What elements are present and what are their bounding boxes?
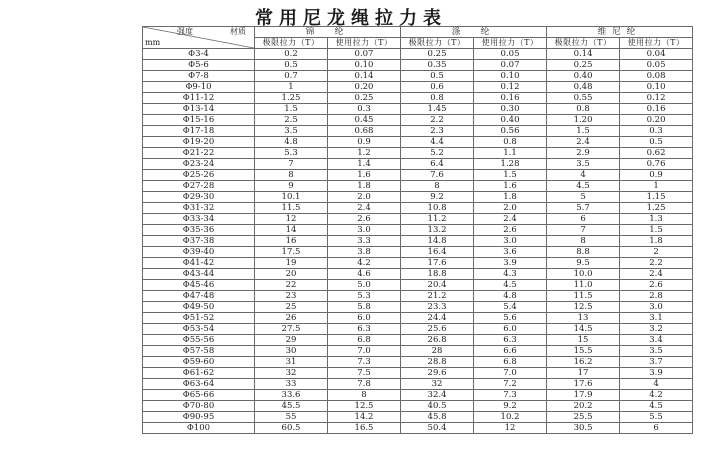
table-row: [143, 423, 693, 434]
nylon-limit-cell: 33: [255, 379, 328, 390]
nylon-use-cell: 1.4: [328, 159, 401, 170]
table-row: [143, 401, 693, 412]
table-row: [143, 302, 693, 313]
nylon-limit-cell: 30: [255, 346, 328, 357]
table-row: [143, 159, 693, 170]
vinylon-limit-cell: 2.4: [547, 137, 620, 148]
nylon-use-cell: 0.68: [328, 126, 401, 137]
polyester-use-cell: 0.07: [474, 60, 547, 71]
table-row: [143, 49, 693, 60]
nylon-use-cell: 0.14: [328, 71, 401, 82]
polyester-limit-cell: 25.6: [401, 324, 474, 335]
nylon-use-cell: 2.0: [328, 192, 401, 203]
vinylon-use-cell: 3.9: [620, 368, 693, 379]
polyester-limit-cell: 0.5: [401, 71, 474, 82]
vinylon-use-cell: 0.76: [620, 159, 693, 170]
diameter-cell: Φ13-14: [143, 104, 255, 115]
polyester-use-cell: 0.16: [474, 93, 547, 104]
table-row: [143, 291, 693, 302]
vinylon-use-cell: 3.5: [620, 346, 693, 357]
vinylon-use-cell: 1.25: [620, 203, 693, 214]
nylon-limit-cell: 1.25: [255, 93, 328, 104]
diameter-cell: Φ7-8: [143, 71, 255, 82]
table-row: [143, 390, 693, 401]
group-header-polyester: 涤 纶: [401, 27, 547, 38]
table-row: [143, 247, 693, 258]
nylon-limit-cell: 0.7: [255, 71, 328, 82]
polyester-limit-cell: 17.6: [401, 258, 474, 269]
polyester-use-cell: 3.0: [474, 236, 547, 247]
polyester-use-cell: 2.0: [474, 203, 547, 214]
nylon-limit-cell: 10.1: [255, 192, 328, 203]
vinylon-limit-cell: 2.9: [547, 148, 620, 159]
vinylon-use-cell: 0.5: [620, 137, 693, 148]
diagonal-header-cell: [143, 27, 255, 49]
polyester-limit-cell: 32: [401, 379, 474, 390]
vinylon-limit-cell: 6: [547, 214, 620, 225]
tension-table-wrapper: [142, 26, 692, 434]
vinylon-use-cell: 3.4: [620, 335, 693, 346]
polyester-limit-cell: 40.5: [401, 401, 474, 412]
nylon-limit-cell: 14: [255, 225, 328, 236]
diameter-cell: Φ63-64: [143, 379, 255, 390]
vinylon-limit-cell: 12.5: [547, 302, 620, 313]
vinylon-limit-cell: 25.5: [547, 412, 620, 423]
polyester-limit-cell: 29.6: [401, 368, 474, 379]
table-row: [143, 324, 693, 335]
polyester-use-cell: 5.6: [474, 313, 547, 324]
polyester-use-cell: 6.3: [474, 335, 547, 346]
vinylon-use-cell: 5.5: [620, 412, 693, 423]
vinylon-limit-cell: 0.25: [547, 60, 620, 71]
polyester-use-cell: 6.0: [474, 324, 547, 335]
table-row: [143, 148, 693, 159]
vinylon-limit-cell: 1.20: [547, 115, 620, 126]
nylon-use-cell: 1.8: [328, 181, 401, 192]
polyester-limit-cell: 18.8: [401, 269, 474, 280]
table-row: [143, 258, 693, 269]
polyester-limit-cell: 7.6: [401, 170, 474, 181]
vinylon-use-cell: 2.2: [620, 258, 693, 269]
vinylon-use-cell: 1.3: [620, 214, 693, 225]
diameter-cell: Φ37-38: [143, 236, 255, 247]
nylon-use-cell: 2.4: [328, 203, 401, 214]
polyester-use-cell: 1.28: [474, 159, 547, 170]
group-header-vinylon: 维尼纶: [547, 27, 693, 38]
nylon-use-cell: 3.8: [328, 247, 401, 258]
nylon-use-cell: 8: [328, 390, 401, 401]
nylon-limit-cell: 3.5: [255, 126, 328, 137]
vinylon-limit-cell: 20.2: [547, 401, 620, 412]
nylon-limit-cell: 12: [255, 214, 328, 225]
polyester-limit-cell: 10.8: [401, 203, 474, 214]
nylon-limit-cell: 19: [255, 258, 328, 269]
vinylon-limit-cell: 14.5: [547, 324, 620, 335]
table-row: [143, 192, 693, 203]
table-row: [143, 71, 693, 82]
diameter-cell: Φ59-60: [143, 357, 255, 368]
polyester-use-cell: 4.5: [474, 280, 547, 291]
vinylon-use-cell: 6: [620, 423, 693, 434]
nylon-use-cell: 5.0: [328, 280, 401, 291]
polyester-limit-cell: 26.8: [401, 335, 474, 346]
vinylon-limit-cell: 11.5: [547, 291, 620, 302]
nylon-limit-cell: 23: [255, 291, 328, 302]
polyester-limit-cell: 2.3: [401, 126, 474, 137]
diameter-cell: Φ35-36: [143, 225, 255, 236]
diameter-cell: Φ21-22: [143, 148, 255, 159]
nylon-use-cell: 0.9: [328, 137, 401, 148]
diameter-cell: Φ53-54: [143, 324, 255, 335]
table-row: [143, 313, 693, 324]
diameter-cell: Φ31-32: [143, 203, 255, 214]
polyester-limit-cell: 4.4: [401, 137, 474, 148]
polyester-limit-cell: 28.8: [401, 357, 474, 368]
polyester-limit-cell: 13.2: [401, 225, 474, 236]
vinylon-use-cell: 1.5: [620, 225, 693, 236]
nylon-use-cell: 0.25: [328, 93, 401, 104]
polyester-limit-cell: 24.4: [401, 313, 474, 324]
diameter-cell: Φ55-56: [143, 335, 255, 346]
vinylon-use-cell: 4: [620, 379, 693, 390]
table-row: [143, 368, 693, 379]
vinylon-limit-cell: 0.40: [547, 71, 620, 82]
diameter-cell: Φ27-28: [143, 181, 255, 192]
diameter-cell: Φ15-16: [143, 115, 255, 126]
polyester-use-cell: 0.30: [474, 104, 547, 115]
nylon-use-cell: 6.8: [328, 335, 401, 346]
nylon-limit-cell: 4.8: [255, 137, 328, 148]
polyester-use-cell: 9.2: [474, 401, 547, 412]
group-header-nylon: 锦 纶: [255, 27, 401, 38]
polyester-limit-cell: 2.2: [401, 115, 474, 126]
vinylon-limit-cell: 13: [547, 313, 620, 324]
nylon-limit-cell: 9: [255, 181, 328, 192]
diameter-cell: Φ29-30: [143, 192, 255, 203]
table-row: [143, 93, 693, 104]
polyester-use-cell: 1.5: [474, 170, 547, 181]
nylon-use-cell: 1.6: [328, 170, 401, 181]
nylon-limit-cell: 32: [255, 368, 328, 379]
nylon-limit-cell: 8: [255, 170, 328, 181]
vinylon-limit-cell: 0.48: [547, 82, 620, 93]
nylon-limit-cell: 26: [255, 313, 328, 324]
diameter-cell: Φ47-48: [143, 291, 255, 302]
vinylon-use-cell: 0.3: [620, 126, 693, 137]
polyester-use-cell: 5.4: [474, 302, 547, 313]
diameter-cell: Φ19-20: [143, 137, 255, 148]
polyester-limit-cell: 28: [401, 346, 474, 357]
table-row: [143, 82, 693, 93]
nylon-use-cell: 12.5: [328, 401, 401, 412]
vinylon-limit-cell: 15: [547, 335, 620, 346]
table-row: [143, 137, 693, 148]
diameter-cell: Φ41-42: [143, 258, 255, 269]
vinylon-limit-cell: 3.5: [547, 159, 620, 170]
tension-table: [142, 26, 693, 434]
vinylon-limit-cell: 17.6: [547, 379, 620, 390]
polyester-use-cell: 0.10: [474, 71, 547, 82]
vinylon-use-cell: 0.05: [620, 60, 693, 71]
polyester-limit-cell: 11.2: [401, 214, 474, 225]
table-row: [143, 236, 693, 247]
table-row: [143, 335, 693, 346]
polyester-limit-cell: 6.4: [401, 159, 474, 170]
diameter-cell: Φ65-66: [143, 390, 255, 401]
nylon-limit-cell: 55: [255, 412, 328, 423]
nylon-use-cell: 0.10: [328, 60, 401, 71]
nylon-limit-cell: 0.2: [255, 49, 328, 60]
nylon-limit-cell: 17.5: [255, 247, 328, 258]
table-row: [143, 203, 693, 214]
vinylon-use-cell: 2: [620, 247, 693, 258]
vinylon-use-cell: 0.12: [620, 93, 693, 104]
nylon-use-cell: 16.5: [328, 423, 401, 434]
vinylon-use-cell: 1: [620, 181, 693, 192]
table-row: [143, 181, 693, 192]
polyester-limit-cell: 20.4: [401, 280, 474, 291]
nylon-limit-cell: 1: [255, 82, 328, 93]
polyester-use-cell: 6.6: [474, 346, 547, 357]
vinylon-limit-cell: 17: [547, 368, 620, 379]
vinylon-limit-cell: 8.8: [547, 247, 620, 258]
nylon-use-cell: 5.3: [328, 291, 401, 302]
vinylon-use-cell: 3.7: [620, 357, 693, 368]
vinylon-use-cell: 2.4: [620, 269, 693, 280]
diameter-cell: Φ43-44: [143, 269, 255, 280]
table-row: [143, 104, 693, 115]
diameter-cell: Φ11-12: [143, 93, 255, 104]
table-row: [143, 379, 693, 390]
nylon-limit-cell: 11.5: [255, 203, 328, 214]
diameter-cell: Φ39-40: [143, 247, 255, 258]
nylon-use-cell: 3.0: [328, 225, 401, 236]
nylon-limit-cell: 33.6: [255, 390, 328, 401]
table-row: [143, 280, 693, 291]
polyester-limit-cell: 45.8: [401, 412, 474, 423]
polyester-use-cell: 3.6: [474, 247, 547, 258]
polyester-use-cell: 3.9: [474, 258, 547, 269]
vinylon-limit-cell: 5.7: [547, 203, 620, 214]
polyester-limit-cell: 14.8: [401, 236, 474, 247]
nylon-use-cell: 3.3: [328, 236, 401, 247]
vinylon-limit-cell: 30.5: [547, 423, 620, 434]
nylon-limit-cell: 2.5: [255, 115, 328, 126]
polyester-use-cell: 7.2: [474, 379, 547, 390]
polyester-limit-cell: 21.2: [401, 291, 474, 302]
diameter-cell: Φ5-6: [143, 60, 255, 71]
subheader-use: 使用拉力（T）: [620, 38, 693, 49]
nylon-use-cell: 14.2: [328, 412, 401, 423]
polyester-use-cell: 1.6: [474, 181, 547, 192]
polyester-use-cell: 4.8: [474, 291, 547, 302]
nylon-use-cell: 4.6: [328, 269, 401, 280]
polyester-limit-cell: 50.4: [401, 423, 474, 434]
subheader-limit: 极限拉力（T）: [255, 38, 328, 49]
vinylon-use-cell: 0.04: [620, 49, 693, 60]
nylon-use-cell: 1.2: [328, 148, 401, 159]
polyester-limit-cell: 1.45: [401, 104, 474, 115]
polyester-use-cell: 2.4: [474, 214, 547, 225]
diameter-cell: Φ25-26: [143, 170, 255, 181]
nylon-use-cell: 0.20: [328, 82, 401, 93]
nylon-limit-cell: 16: [255, 236, 328, 247]
table-body: [143, 49, 693, 434]
vinylon-use-cell: 4.2: [620, 390, 693, 401]
table-row: [143, 170, 693, 181]
polyester-use-cell: 0.05: [474, 49, 547, 60]
vinylon-use-cell: 0.10: [620, 82, 693, 93]
table-row: [143, 126, 693, 137]
polyester-use-cell: 2.6: [474, 225, 547, 236]
vinylon-limit-cell: 16.2: [547, 357, 620, 368]
polyester-use-cell: 1.8: [474, 192, 547, 203]
diameter-cell: Φ61-62: [143, 368, 255, 379]
page-title: 常用尼龙绳拉力表: [255, 8, 447, 29]
polyester-use-cell: 6.8: [474, 357, 547, 368]
table-header: [143, 27, 693, 49]
vinylon-use-cell: 0.62: [620, 148, 693, 159]
vinylon-limit-cell: 17.9: [547, 390, 620, 401]
vinylon-limit-cell: 15.5: [547, 346, 620, 357]
nylon-limit-cell: 7: [255, 159, 328, 170]
vinylon-limit-cell: 1.5: [547, 126, 620, 137]
diameter-cell: Φ100: [143, 423, 255, 434]
nylon-use-cell: 0.45: [328, 115, 401, 126]
strength-label: 强度: [177, 27, 193, 36]
nylon-limit-cell: 29: [255, 335, 328, 346]
nylon-limit-cell: 25: [255, 302, 328, 313]
vinylon-limit-cell: 5: [547, 192, 620, 203]
vinylon-limit-cell: 9.5: [547, 258, 620, 269]
polyester-limit-cell: 0.35: [401, 60, 474, 71]
polyester-use-cell: 7.0: [474, 368, 547, 379]
polyester-limit-cell: 16.4: [401, 247, 474, 258]
vinylon-limit-cell: 0.55: [547, 93, 620, 104]
nylon-limit-cell: 45.5: [255, 401, 328, 412]
table-row: [143, 412, 693, 423]
vinylon-use-cell: 0.20: [620, 115, 693, 126]
nylon-use-cell: 7.0: [328, 346, 401, 357]
diameter-cell: Φ57-58: [143, 346, 255, 357]
diameter-cell: Φ33-34: [143, 214, 255, 225]
vinylon-limit-cell: 4.5: [547, 181, 620, 192]
nylon-limit-cell: 60.5: [255, 423, 328, 434]
nylon-use-cell: 5.8: [328, 302, 401, 313]
polyester-use-cell: 4.3: [474, 269, 547, 280]
polyester-limit-cell: 9.2: [401, 192, 474, 203]
subheader-limit: 极限拉力（T）: [401, 38, 474, 49]
nylon-limit-cell: 27.5: [255, 324, 328, 335]
nylon-limit-cell: 1.5: [255, 104, 328, 115]
table-row: [143, 115, 693, 126]
nylon-limit-cell: 0.5: [255, 60, 328, 71]
polyester-use-cell: 1.1: [474, 148, 547, 159]
diameter-cell: Φ49-50: [143, 302, 255, 313]
diameter-cell: Φ23-24: [143, 159, 255, 170]
vinylon-limit-cell: 0.8: [547, 104, 620, 115]
nylon-limit-cell: 31: [255, 357, 328, 368]
subheader-use: 使用拉力（T）: [328, 38, 401, 49]
polyester-limit-cell: 0.25: [401, 49, 474, 60]
vinylon-use-cell: 3.0: [620, 302, 693, 313]
vinylon-use-cell: 0.9: [620, 170, 693, 181]
vinylon-limit-cell: 8: [547, 236, 620, 247]
vinylon-limit-cell: 11.0: [547, 280, 620, 291]
polyester-limit-cell: 5.2: [401, 148, 474, 159]
polyester-use-cell: 12: [474, 423, 547, 434]
nylon-use-cell: 6.0: [328, 313, 401, 324]
table-row: [143, 60, 693, 71]
vinylon-limit-cell: 7: [547, 225, 620, 236]
nylon-use-cell: 6.3: [328, 324, 401, 335]
nylon-use-cell: 7.8: [328, 379, 401, 390]
vinylon-use-cell: 4.5: [620, 401, 693, 412]
subheader-limit: 极限拉力（T）: [547, 38, 620, 49]
subheader-use: 使用拉力（T）: [474, 38, 547, 49]
diameter-cell: Φ51-52: [143, 313, 255, 324]
polyester-use-cell: 0.40: [474, 115, 547, 126]
vinylon-use-cell: 2.6: [620, 280, 693, 291]
nylon-limit-cell: 22: [255, 280, 328, 291]
vinylon-limit-cell: 0.14: [547, 49, 620, 60]
unit-label: mm: [145, 38, 161, 47]
polyester-limit-cell: 32.4: [401, 390, 474, 401]
table-row: [143, 214, 693, 225]
polyester-use-cell: 0.12: [474, 82, 547, 93]
polyester-use-cell: 10.2: [474, 412, 547, 423]
vinylon-use-cell: 0.16: [620, 104, 693, 115]
vinylon-use-cell: 3.2: [620, 324, 693, 335]
vinylon-limit-cell: 4: [547, 170, 620, 181]
table-row: [143, 346, 693, 357]
diameter-cell: Φ70-80: [143, 401, 255, 412]
table-row: [143, 357, 693, 368]
diameter-cell: Φ9-10: [143, 82, 255, 93]
nylon-use-cell: 4.2: [328, 258, 401, 269]
polyester-limit-cell: 0.6: [401, 82, 474, 93]
vinylon-use-cell: 0.08: [620, 71, 693, 82]
polyester-use-cell: 0.8: [474, 137, 547, 148]
vinylon-use-cell: 1.15: [620, 192, 693, 203]
vinylon-limit-cell: 10.0: [547, 269, 620, 280]
diameter-cell: Φ90-95: [143, 412, 255, 423]
material-label: 材质: [230, 27, 246, 36]
nylon-use-cell: 0.3: [328, 104, 401, 115]
nylon-limit-cell: 20: [255, 269, 328, 280]
polyester-limit-cell: 8: [401, 181, 474, 192]
polyester-limit-cell: 0.8: [401, 93, 474, 104]
polyester-use-cell: 0.56: [474, 126, 547, 137]
vinylon-use-cell: 2.8: [620, 291, 693, 302]
nylon-use-cell: 7.5: [328, 368, 401, 379]
vinylon-use-cell: 3.1: [620, 313, 693, 324]
diameter-cell: Φ17-18: [143, 126, 255, 137]
nylon-use-cell: 7.3: [328, 357, 401, 368]
diameter-cell: Φ45-46: [143, 280, 255, 291]
nylon-limit-cell: 5.3: [255, 148, 328, 159]
polyester-use-cell: 7.3: [474, 390, 547, 401]
table-row: [143, 225, 693, 236]
diameter-cell: Φ3-4: [143, 49, 255, 60]
nylon-use-cell: 0.07: [328, 49, 401, 60]
polyester-limit-cell: 23.3: [401, 302, 474, 313]
table-row: [143, 269, 693, 280]
nylon-use-cell: 2.6: [328, 214, 401, 225]
vinylon-use-cell: 1.8: [620, 236, 693, 247]
